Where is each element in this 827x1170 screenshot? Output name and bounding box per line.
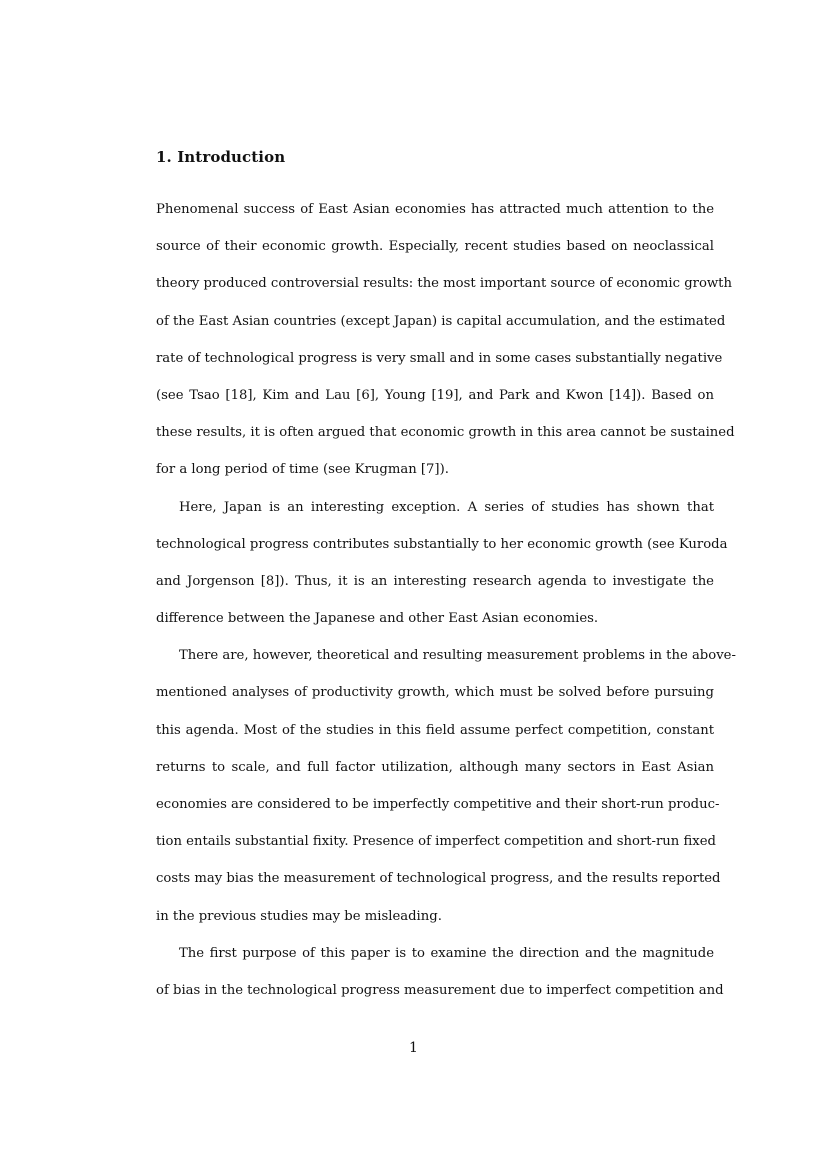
paragraph-4-line-2: of bias in the technological progress measurement due to imperfect competition and — [156, 982, 724, 998]
paragraph-2-line-2: technological progress contributes substantially to her economic growth (see Kuroda — [156, 536, 728, 552]
paragraph-3-line-3: this agenda. Most of the studies in this field assume perfect competition, constant — [156, 722, 714, 738]
paragraph-2-line-4: difference between the Japanese and other East Asian economies. — [156, 611, 599, 627]
paragraph-3-line-5: economies are considered to be imperfectly competitive and their short-run produc- — [156, 797, 720, 812]
page-number: 1 — [409, 1040, 418, 1056]
paragraph-3-line-8: in the previous studies may be misleading. — [156, 908, 442, 924]
section-title-text: Introduction — [177, 148, 286, 166]
section-number: 1. — [156, 148, 172, 166]
paragraph-2-line-3: and Jorgenson [8]). Thus, it is an interesting research agenda to investigate the — [156, 573, 714, 589]
paragraph-1-line-2: source of their economic growth. Especially, recent studies based on neoclassical — [156, 239, 714, 255]
paragraph-3-line-1: There are, however, theoretical and resulting measurement problems in the above- — [179, 648, 736, 664]
paragraph-1-line-5: rate of technological progress is very small and in some cases substantially negative — [156, 350, 723, 366]
body-text — [156, 198, 736, 1016]
paragraph-1-line-4: of the East Asian countries (except Japan) is capital accumulation, and the estimated — [156, 313, 726, 329]
paragraph-1-line-3: theory produced controversial results: the most important source of economic growth — [156, 276, 732, 292]
paragraph-1-line-6: (see Tsao [18], Kim and Lau [6], Young [19], and Park and Kwon [14]). Based on — [156, 387, 714, 403]
paragraph-1-line-1: Phenomenal success of East Asian economies has attracted much attention to the — [156, 202, 714, 217]
paragraph-1-line-8: for a long period of time (see Krugman [7]). — [156, 462, 449, 478]
paragraph-3-line-2: mentioned analyses of productivity growth, which must be solved before pursuing — [156, 685, 714, 701]
paragraph-4-line-1: The first purpose of this paper is to examine the direction and the magnitude — [179, 945, 714, 961]
paragraph-3-line-6: tion entails substantial fixity. Presence of imperfect competition and short-run fixed — [156, 834, 716, 850]
paragraph-3-line-4: returns to scale, and full factor utilization, although many sectors in East Asian — [156, 759, 714, 775]
section-heading — [156, 148, 285, 166]
paragraph-1-line-7: these results, it is often argued that economic growth in this area cannot be sustained — [156, 425, 735, 441]
paragraph-3-line-7: costs may bias the measurement of technological progress, and the results reported — [156, 871, 721, 887]
paragraph-2-line-1: Here, Japan is an interesting exception. A series of studies has shown that — [179, 499, 714, 515]
